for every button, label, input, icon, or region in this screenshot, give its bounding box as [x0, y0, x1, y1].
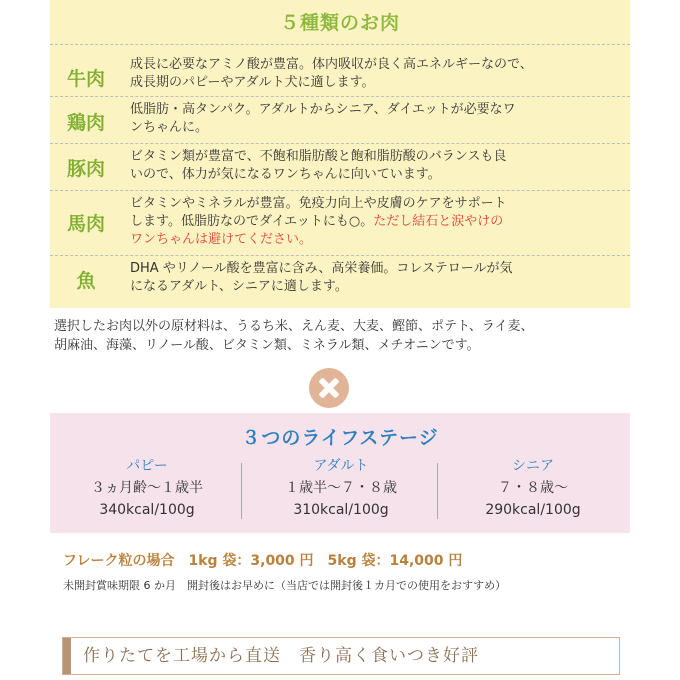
- desc-line: ビタミン類が豊富で、不飽和脂肪酸と飽和脂肪酸のバランスも良: [130, 149, 507, 164]
- divider: [50, 44, 630, 45]
- slogan-banner: [62, 637, 620, 675]
- desc-text: します。低脂肪なのでダイエットにも○。: [130, 214, 374, 229]
- meat-name-beef: 牛肉: [66, 68, 105, 90]
- stage-name: シニア: [512, 458, 554, 474]
- desc-line: 成長に必要なアミノ酸が豊富。体内吸収が良く高エネルギーなので、: [130, 57, 533, 72]
- meat-desc-fish: [130, 260, 620, 296]
- warning-text: ワンちゃんは避けてください。: [130, 232, 313, 247]
- stage-age: ７・８歳～: [498, 480, 568, 496]
- stage-age: ３ヵ月齢～１歳半: [91, 480, 203, 496]
- stage-name: パピー: [126, 458, 168, 474]
- stage-senior: [438, 455, 628, 521]
- desc-line: になるアダルト、シニアに適します。: [130, 279, 348, 294]
- price-info: フレーク粒の場合 1kg 袋：3,000 円 5kg 袋：14,000 円: [63, 553, 463, 569]
- desc-line: 成長期のパピーやアダルト犬に適します。: [130, 75, 375, 90]
- meat-desc-beef: [130, 56, 620, 92]
- desc-line: [130, 213, 620, 231]
- divider: [50, 96, 630, 97]
- meat-section: [50, 0, 630, 308]
- expiry-info: 未開封賞味期限 6 か月 開封後はお早めに（当店では開封後１カ月での使用をおすすめ）: [63, 579, 507, 592]
- stage-divider: [241, 463, 242, 519]
- meat-name-fish: 魚: [76, 270, 96, 292]
- multiply-circle-icon: [309, 368, 349, 408]
- desc-line: 低脂肪・高タンパク。アダルトからシニア、ダイエットが必要なワ: [130, 102, 516, 117]
- desc-line: ンちゃんに。: [130, 120, 209, 135]
- divider: [50, 143, 630, 144]
- note-line: 胡麻油、海藻、リノール酸、ビタミン類、ミネラル類、メチオニンです。: [54, 338, 480, 353]
- meat-name-chicken: 鶏肉: [66, 112, 105, 134]
- stage-kcal: 340kcal/100g: [99, 502, 195, 518]
- note-line: 選択したお肉以外の原材料は、うるち米、えん麦、大麦、鰹節、ポテト、ライ麦、: [54, 319, 534, 334]
- banner-text: 作りたてを工場から直送 香り高く食いつき好評: [83, 646, 479, 666]
- stage-adult: [246, 455, 436, 521]
- desc-line: ビタミンやミネラルが豊富。免疫力向上や皮膚のケアをサポート: [130, 196, 507, 211]
- desc-line: いので、体力が気になるワンちゃんに向いています。: [130, 167, 441, 182]
- stage-age: １歳半～７・８歳: [285, 480, 397, 496]
- meat-desc-horse: [130, 195, 620, 249]
- warning-text: ただし結石と涙やけの: [373, 214, 504, 229]
- meat-section-title: ５種類のお肉: [279, 12, 400, 34]
- meat-desc-chicken: [130, 101, 620, 137]
- life-stage-section: [50, 413, 630, 533]
- meat-name-horse: 馬肉: [66, 213, 105, 235]
- divider: [50, 190, 630, 191]
- stage-name: アダルト: [313, 458, 369, 474]
- stage-kcal: 310kcal/100g: [293, 502, 389, 518]
- stage-kcal: 290kcal/100g: [485, 502, 581, 518]
- meat-name-pork: 豚肉: [66, 158, 105, 180]
- stage-puppy: [52, 455, 242, 521]
- meat-desc-pork: [130, 148, 620, 184]
- life-stage-title: ３つのライフステージ: [241, 427, 439, 449]
- banner-accent-bar: [63, 638, 71, 674]
- divider: [50, 255, 630, 256]
- desc-line: DHA やリノール酸を豊富に含み、高栄養価。コレステロールが気: [130, 261, 513, 276]
- other-ingredients: [54, 317, 634, 355]
